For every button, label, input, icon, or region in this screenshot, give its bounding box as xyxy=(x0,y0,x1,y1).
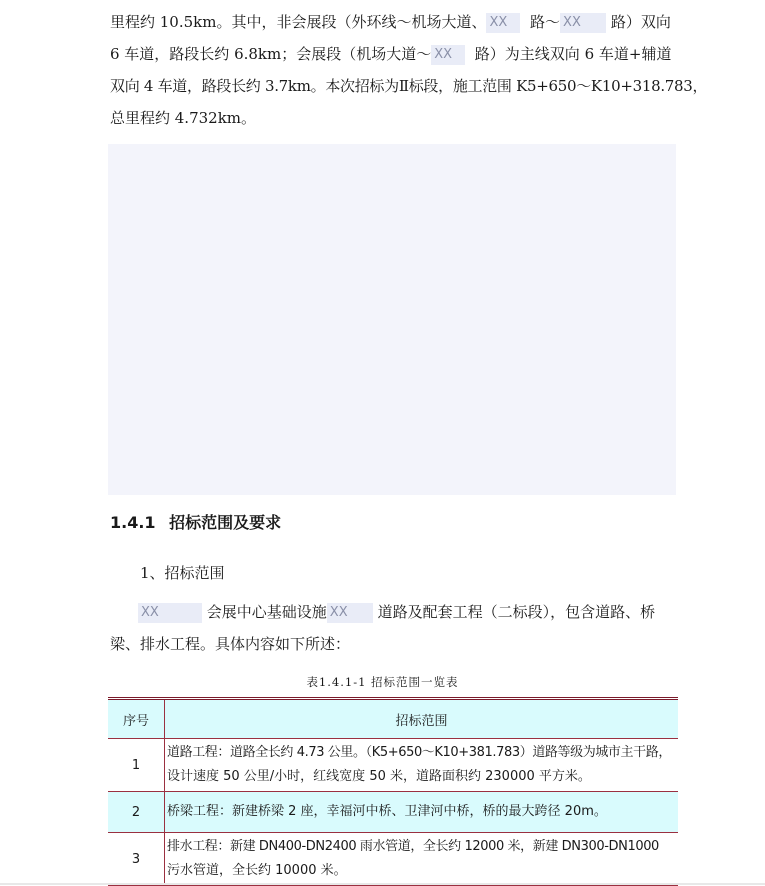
row-description xyxy=(165,792,679,833)
table-caption: 表1.4.1-1 招标范围一览表 xyxy=(306,675,459,689)
intro-paragraph xyxy=(110,6,708,134)
table-header-row xyxy=(108,700,678,739)
table-row xyxy=(108,833,678,886)
row-description xyxy=(165,739,679,792)
header-no: 序号 xyxy=(108,700,165,739)
row-number: 2 xyxy=(108,792,165,833)
intro-text: 路）为主线双向 6 车道+辅道 xyxy=(474,45,672,63)
intro-line-1 xyxy=(110,6,680,38)
redacted-name: XX xyxy=(327,603,373,623)
table-row xyxy=(108,792,678,833)
redacted-name: XX xyxy=(138,603,202,623)
figure-image xyxy=(108,144,676,495)
scope-line-1 xyxy=(110,596,680,628)
intro-text: 路～ xyxy=(530,13,561,31)
scope-line-2: 梁、排水工程。具体内容如下所述： xyxy=(110,635,351,653)
intro-text: 路）双向 xyxy=(610,13,671,31)
redacted-name: XX xyxy=(560,13,606,33)
intro-line-2 xyxy=(110,38,680,70)
row-text: 桥梁工程：新建桥梁 2 座，幸福河中桥、卫津河中桥，桥的最大跨径 20m。 xyxy=(167,804,607,819)
scope-paragraph xyxy=(110,596,680,660)
row-text: 污水管道，全长约 10000 米。 xyxy=(167,863,347,878)
intro-line-3: 双向 4 车道，路段长约 3.7km。本次招标为Ⅱ标段，施工范围 K5+650～K10+318.783， xyxy=(110,77,708,95)
scope-table xyxy=(108,697,678,886)
row-number: 3 xyxy=(108,833,165,886)
row-text: 排水工程：新建 DN400-DN2400 雨水管道，全长约 12000 米，新建 DN300-DN1000 xyxy=(167,839,659,854)
scope-text: 会展中心基础设施 xyxy=(206,603,327,621)
scope-text: 道路及配套工程（二标段），包含道路、桥 xyxy=(377,603,656,621)
header-scope: 招标范围 xyxy=(165,700,679,739)
section-number: 1.4.1 xyxy=(110,513,156,532)
table-row xyxy=(108,739,678,792)
row-text: 道路工程：道路全长约 4.73 公里。（K5+650～K10+381.783）道路等级为城市主干路， xyxy=(167,745,671,760)
intro-text: 里程约 10.5km。其中，非会展段（外环线～机场大道、 xyxy=(110,13,487,31)
section-heading xyxy=(110,508,281,538)
intro-text: 6 车道，路段长约 6.8km；会展段（机场大道～ xyxy=(110,45,432,63)
row-description xyxy=(165,833,679,886)
row-number: 1 xyxy=(108,739,165,792)
intro-line-4: 总里程约 4.732km。 xyxy=(110,109,257,127)
section-title: 招标范围及要求 xyxy=(169,513,282,532)
subheading: 1、招标范围 xyxy=(140,564,225,582)
redacted-name: XX xyxy=(431,45,465,65)
redacted-name: XX xyxy=(486,13,520,33)
row-text: 设计速度 50 公里/小时，红线宽度 50 米，道路面积约 230000 平方米。 xyxy=(167,769,591,784)
